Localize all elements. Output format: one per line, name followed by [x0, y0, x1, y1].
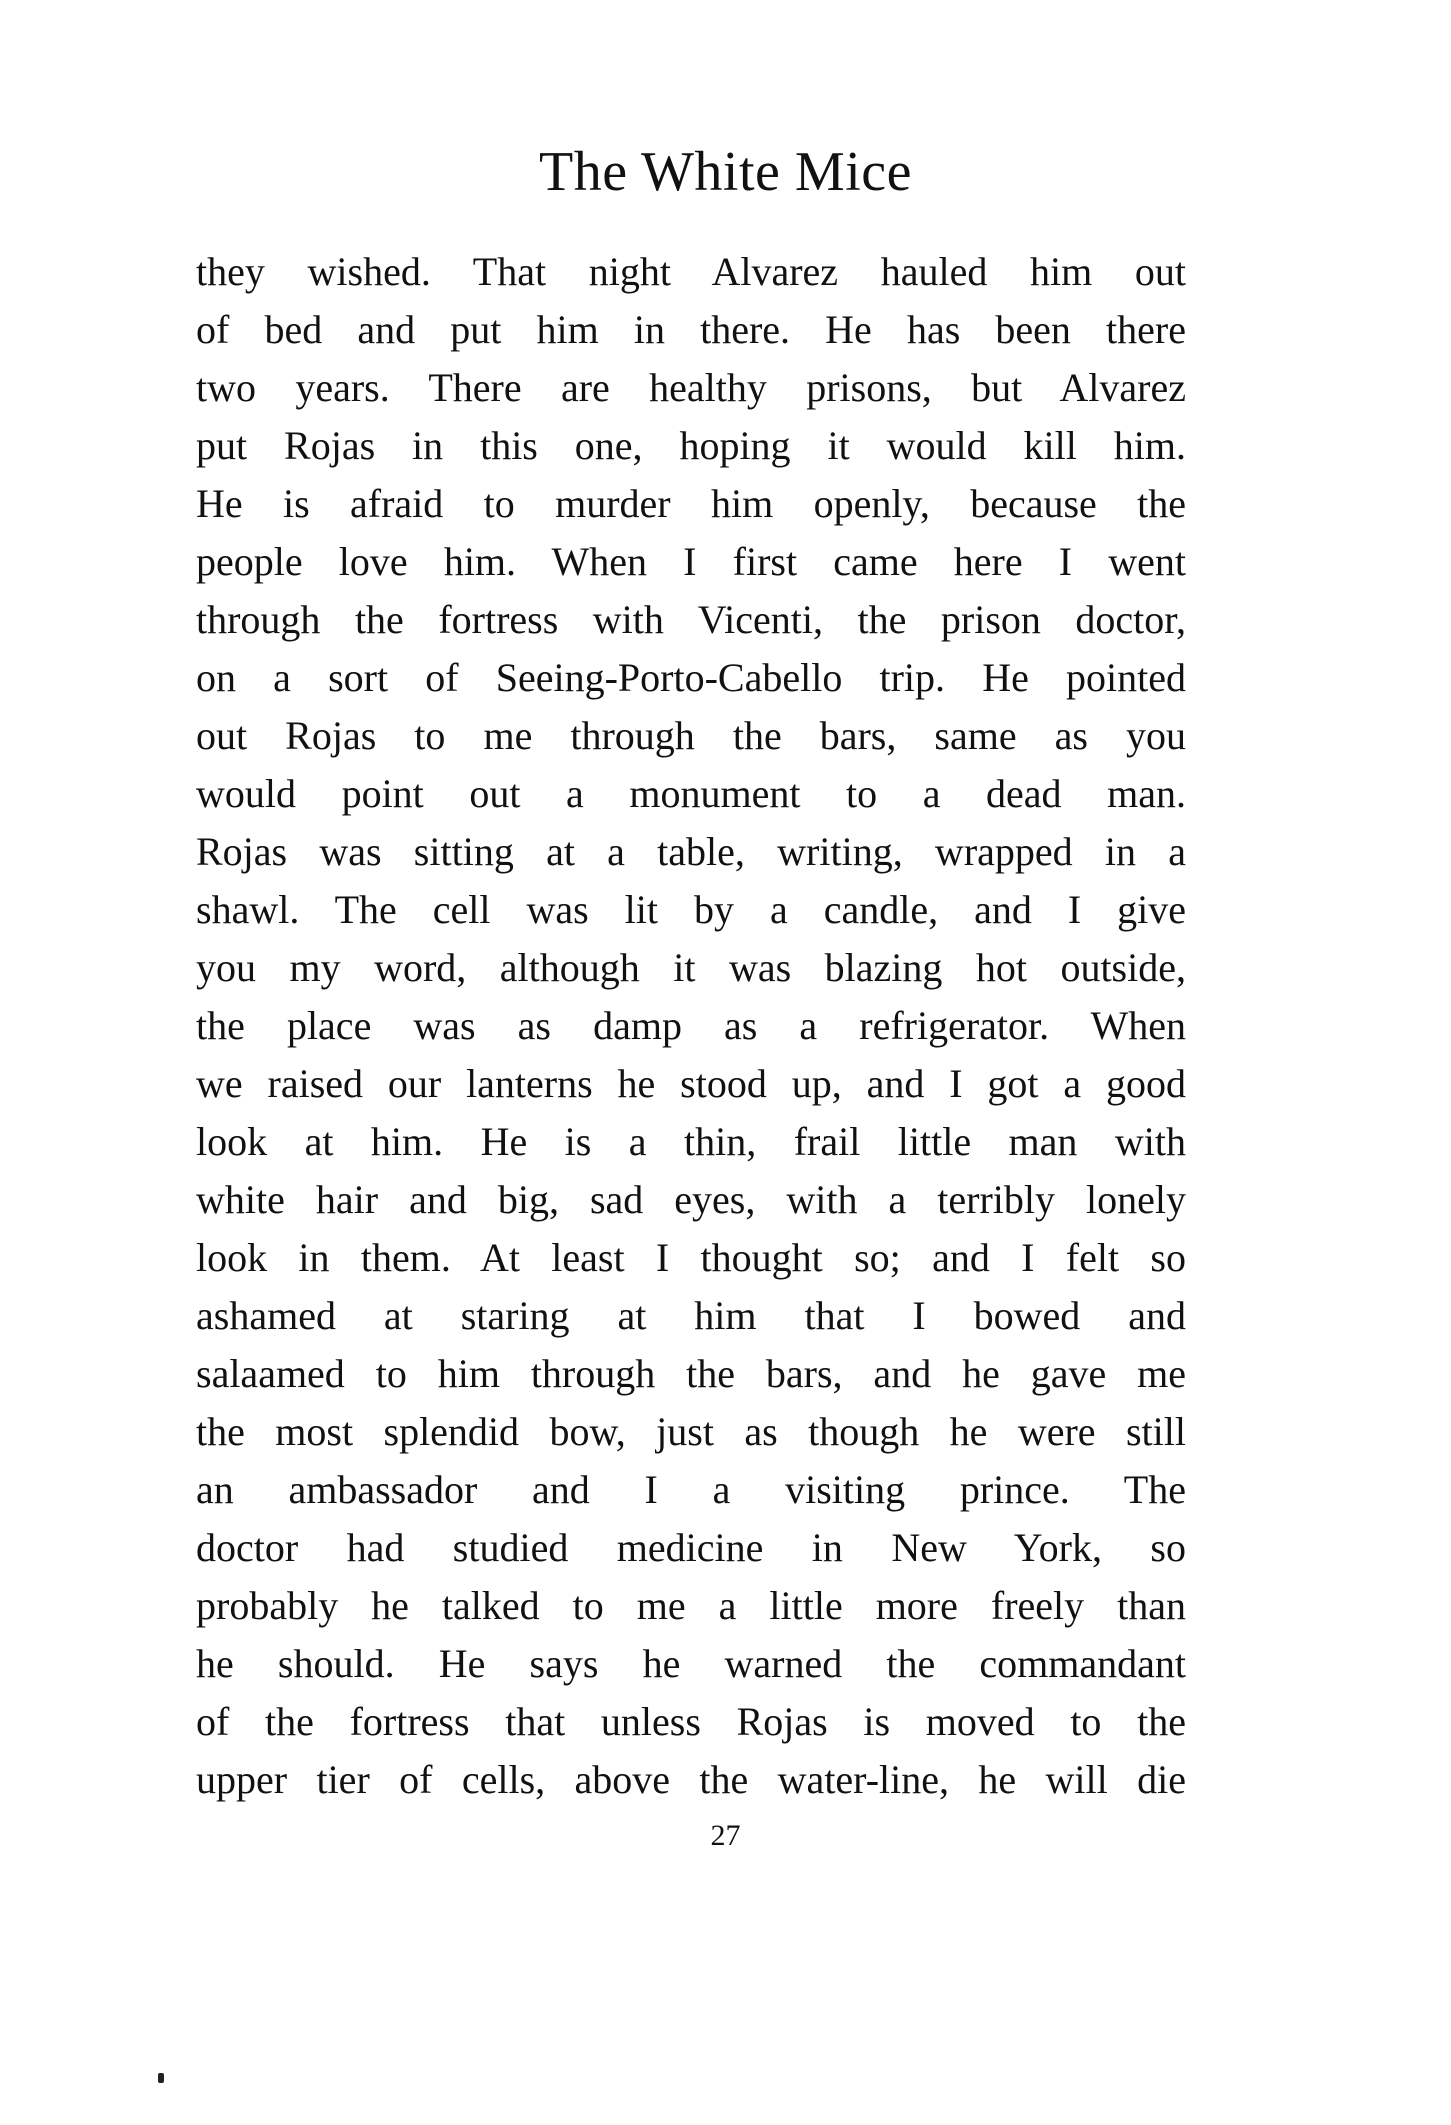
text-line: we raised our lanterns he stood up, and I got a good: [196, 1061, 1186, 1106]
text-line: they wished. That night Alvarez hauled him out: [196, 249, 1186, 294]
text-line: ashamed at staring at him that I bowed and: [196, 1293, 1186, 1338]
text-line: the place was as damp as a refrigerator. When: [196, 1003, 1186, 1048]
text-line: he should. He says he warned the commandant: [196, 1641, 1186, 1686]
text-line: upper tier of cells, above the water-line, he will die: [196, 1757, 1186, 1802]
text-line: Rojas was sitting at a table, writing, wrapped in a: [196, 829, 1186, 874]
text-line: through the fortress with Vicenti, the prison doctor,: [196, 597, 1186, 642]
ink-speck: [158, 2073, 164, 2083]
page-number: 27: [710, 1819, 741, 1852]
running-head: The White Mice: [539, 141, 912, 203]
text-line: two years. There are healthy prisons, but Alvarez: [196, 365, 1186, 410]
text-line: an ambassador and I a visiting prince. The: [196, 1467, 1186, 1512]
text-line: He is afraid to murder him openly, because the: [196, 481, 1186, 526]
text-line: shawl. The cell was lit by a candle, and I give: [196, 887, 1186, 932]
body-text: [196, 243, 1186, 1809]
text-line: the most splendid bow, just as though he were still: [196, 1409, 1186, 1454]
text-line: white hair and big, sad eyes, with a terribly lonely: [196, 1177, 1186, 1222]
text-line: out Rojas to me through the bars, same as you: [196, 713, 1186, 758]
text-line: probably he talked to me a little more freely than: [196, 1583, 1186, 1628]
text-line: look in them. At least I thought so; and I felt so: [196, 1235, 1186, 1280]
text-line: doctor had studied medicine in New York, so: [196, 1525, 1186, 1570]
text-line: of the fortress that unless Rojas is moved to the: [196, 1699, 1186, 1744]
text-line: look at him. He is a thin, frail little man with: [196, 1119, 1186, 1164]
text-line: people love him. When I first came here I went: [196, 539, 1186, 584]
text-line: on a sort of Seeing-Porto-Cabello trip. He pointed: [196, 655, 1186, 700]
text-line: salaamed to him through the bars, and he gave me: [196, 1351, 1186, 1396]
text-line: you my word, although it was blazing hot outside,: [196, 945, 1186, 990]
text-line: would point out a monument to a dead man.: [196, 771, 1186, 816]
text-line: of bed and put him in there. He has been there: [196, 307, 1186, 352]
text-line: put Rojas in this one, hoping it would kill him.: [196, 423, 1186, 468]
